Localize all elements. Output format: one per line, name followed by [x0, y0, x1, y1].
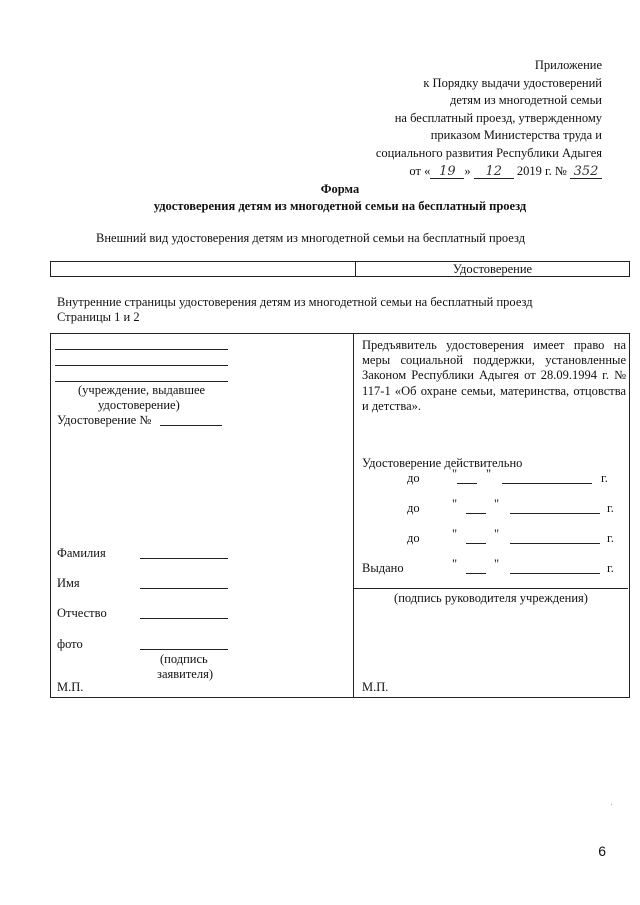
quote-close-3: " [494, 527, 500, 541]
issued-label: Выдано [362, 561, 404, 575]
issued-month-field [510, 573, 600, 574]
cover-caption: Внешний вид удостоверения детям из многодетной семьи на бесплатный проезд [96, 231, 526, 245]
inner-caption-text: Внутренние страницы удостоверения детям из многодетной семьи на бесплатный проезд [57, 295, 533, 309]
appendix-line: Приложение [534, 58, 602, 72]
table-divider [353, 333, 354, 697]
surname-field [140, 558, 228, 559]
appendix-line: детям из многодетной семьи [450, 93, 602, 108]
institution-line-1 [55, 349, 228, 350]
year-label-2: г. [607, 501, 614, 515]
quote-open-2: " [452, 497, 458, 511]
institution-note-1: (учреждение, выдавшее [78, 383, 206, 397]
rights-text: Предъявитель удостоверения имеет право на меры социальной поддержки, установленные Законом Республики Адыгея от 28.09.1994 г. № 117-1 «Об охране семьи, материнства, отцовства и детства». [362, 338, 626, 413]
year-label-3: г. [607, 531, 614, 545]
quote-close-2: " [494, 497, 500, 511]
until-label-3: до [407, 531, 420, 545]
surname-label: Фамилия [57, 546, 106, 560]
institution-note-2: удостоверение) [98, 398, 180, 412]
page-number: 6 [598, 843, 606, 859]
order-day: 19 [430, 165, 464, 179]
quote-open-4: " [452, 557, 458, 571]
quote-close-1: " [486, 467, 492, 481]
quote-open-1: " [452, 467, 458, 481]
patronymic-field [140, 618, 228, 619]
patronymic-label: Отчество [57, 606, 107, 620]
until-day-field-2 [466, 513, 486, 514]
until-month-field-1 [502, 483, 592, 484]
name-field [140, 588, 228, 589]
until-month-field-3 [510, 543, 600, 544]
year-label-1: г. [601, 471, 608, 485]
left-stamp-label: М.П. [57, 680, 84, 694]
order-date-line [272, 163, 602, 181]
quote-close-4: " [494, 557, 500, 571]
order-year: 2019 г. № [516, 163, 567, 178]
right-stamp-label: М.П. [362, 680, 389, 694]
until-label-2: до [407, 501, 420, 515]
institution-line-2 [55, 365, 228, 366]
appendix-block [272, 57, 602, 180]
valid-label: Удостоверение действительно [362, 456, 523, 470]
appendix-line: к Порядку выдачи удостоверений [423, 75, 602, 90]
year-label-4: г. [607, 561, 614, 575]
head-signature-line [354, 588, 628, 589]
appendix-line: на бесплатный проезд, утвержденному [394, 110, 602, 125]
until-day-field-3 [466, 543, 486, 544]
inner-caption [57, 295, 533, 325]
inner-pages-label: Страницы 1 и 2 [57, 310, 140, 324]
until-day-field-1 [457, 483, 477, 484]
appendix-line: приказом Министерства труда и [430, 128, 602, 143]
until-label-1: до [407, 471, 420, 485]
date-mid: » [464, 163, 471, 178]
signature-note-1: (подпись [160, 652, 208, 666]
cover-box [50, 261, 630, 277]
issued-day-field [466, 573, 486, 574]
date-prefix: от « [409, 163, 431, 178]
quote-open-3: " [452, 527, 458, 541]
cover-label: Удостоверение [452, 262, 533, 276]
until-month-field-2 [510, 513, 600, 514]
name-label: Имя [57, 576, 80, 590]
institution-line-3 [55, 381, 228, 382]
photo-label: фото [57, 637, 83, 651]
signature-field [140, 649, 228, 650]
form-subtitle: удостоверения детям из многодетной семьи на бесплатный проезд [153, 199, 527, 213]
head-signature-label: (подпись руководителя учреждения) [394, 591, 588, 605]
order-month: 12 [474, 165, 514, 179]
appendix-line: социального развития Республики Адыгея [375, 145, 602, 160]
signature-note-2: заявителя) [157, 667, 213, 681]
order-number: 352 [570, 165, 602, 179]
form-title: Форма [320, 182, 360, 196]
certificate-number-label: Удостоверение № [57, 413, 152, 427]
certificate-number-field [160, 425, 222, 426]
scan-speck [611, 804, 612, 805]
